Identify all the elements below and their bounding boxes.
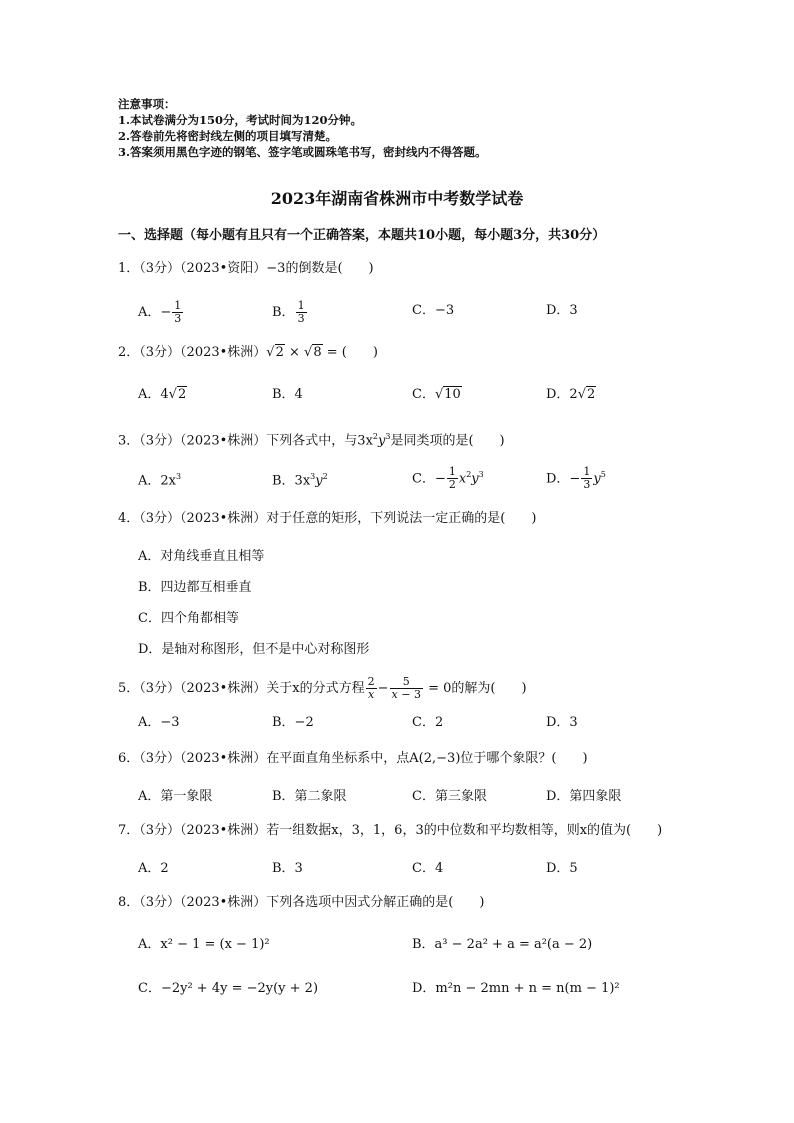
q5-option-a: A．−3 xyxy=(138,715,180,730)
q6-option-d: D．第四象限 xyxy=(546,789,622,804)
notice-block xyxy=(118,96,487,160)
q5-option-b: B．−2 xyxy=(272,715,314,730)
question-2: 2．（3分）（2023•株洲）√2 × √8 = ( ) xyxy=(118,345,378,360)
q1-option-d: D．3 xyxy=(546,303,578,318)
q8-option-c: C．−2y² + 4y = −2y(y + 2) xyxy=(138,981,319,996)
section-heading: 一、选择题（每小题有且只有一个正确答案，本题共10小题，每小题3分，共30分） xyxy=(118,228,606,243)
q7-option-a: A．2 xyxy=(138,861,169,876)
q4-option-d: D．是轴对称图形，但不是中心对称图形 xyxy=(138,642,370,657)
q2-option-b: B．4 xyxy=(272,387,303,402)
q2-option-a: A．4√2 xyxy=(138,387,187,402)
notice-item-2: 2.答卷前先将密封线左侧的项目填写清楚。 xyxy=(118,129,338,143)
q7-option-c: C．4 xyxy=(412,861,444,876)
q4-option-c: C．四个角都相等 xyxy=(138,611,239,626)
q1-option-a: A．− $\frac{1}{3}$ xyxy=(138,299,182,325)
q3-option-a: A．$2x^3$ xyxy=(138,472,182,489)
q6-option-b: B．第二象限 xyxy=(272,789,347,804)
question-7: 7．（3分）（2023•株洲）若一组数据x，3，1，6，3的中位数和平均数相等，则x的值为( ) xyxy=(118,823,663,838)
q2-option-d: D．2√2 xyxy=(546,387,596,402)
q3-option-d: D．− $\frac{1}{3}$ $y^5$ xyxy=(546,465,606,492)
question-5: 5．（3分）（2023•株洲）关于x的分式方程 $\frac{2}{x}$ − $\frac{5}{x - 3}$ = 0的解为( ) xyxy=(118,675,527,701)
q2-option-c: C．√10 xyxy=(412,387,461,402)
q8-option-b: B．a³ − 2a² + a = a²(a − 2) xyxy=(412,937,593,952)
question-1: 1．（3分）（2023•资阳）−3的倒数是( ) xyxy=(118,261,374,276)
notice-item-1: 1.本试卷满分为150分，考试时间为120分钟。 xyxy=(118,113,363,127)
q3-option-c: C．− $\frac{1}{2}$ $x^2y^3$ xyxy=(412,465,484,492)
q4-option-b: B．四边都互相垂直 xyxy=(138,580,252,595)
question-3: 3．（3分）（2023•株洲）下列各式中，与$3x^2y^3$是同类项的是( ) xyxy=(118,432,505,449)
q1-option-b: B． $\frac{1}{3}$ xyxy=(272,299,305,325)
q1-option-c: C．−3 xyxy=(412,303,455,318)
q5-option-c: C．2 xyxy=(412,715,444,730)
q6-option-a: A．第一象限 xyxy=(138,789,213,804)
q6-option-c: C．第三象限 xyxy=(412,789,487,804)
q8-option-d: D．m²n − 2mn + n = n(m − 1)² xyxy=(412,981,620,996)
q8-option-a: A．x² − 1 = (x − 1)² xyxy=(138,937,270,952)
exam-title: 2023年湖南省株洲市中考数学试卷 xyxy=(270,189,524,208)
q5-option-d: D．3 xyxy=(546,715,578,730)
q4-option-a: A．对角线垂直且相等 xyxy=(138,549,265,564)
question-4: 4．（3分）（2023•株洲）对于任意的矩形，下列说法一定正确的是( ) xyxy=(118,511,537,526)
question-6: 6．（3分）（2023•株洲）在平面直角坐标系中，点A(2,−3)位于哪个象限？( ) xyxy=(118,751,588,766)
q7-option-d: D．5 xyxy=(546,861,578,876)
notice-heading: 注意事项： xyxy=(118,97,176,111)
q7-option-b: B．3 xyxy=(272,861,303,876)
notice-item-3: 3.答案须用黑色字迹的钢笔、签字笔或圆珠笔书写，密封线内不得答题。 xyxy=(118,145,487,159)
question-8: 8．（3分）（2023•株洲）下列各选项中因式分解正确的是( ) xyxy=(118,895,485,910)
q3-option-b: B．$3x^3y^2$ xyxy=(272,472,328,489)
